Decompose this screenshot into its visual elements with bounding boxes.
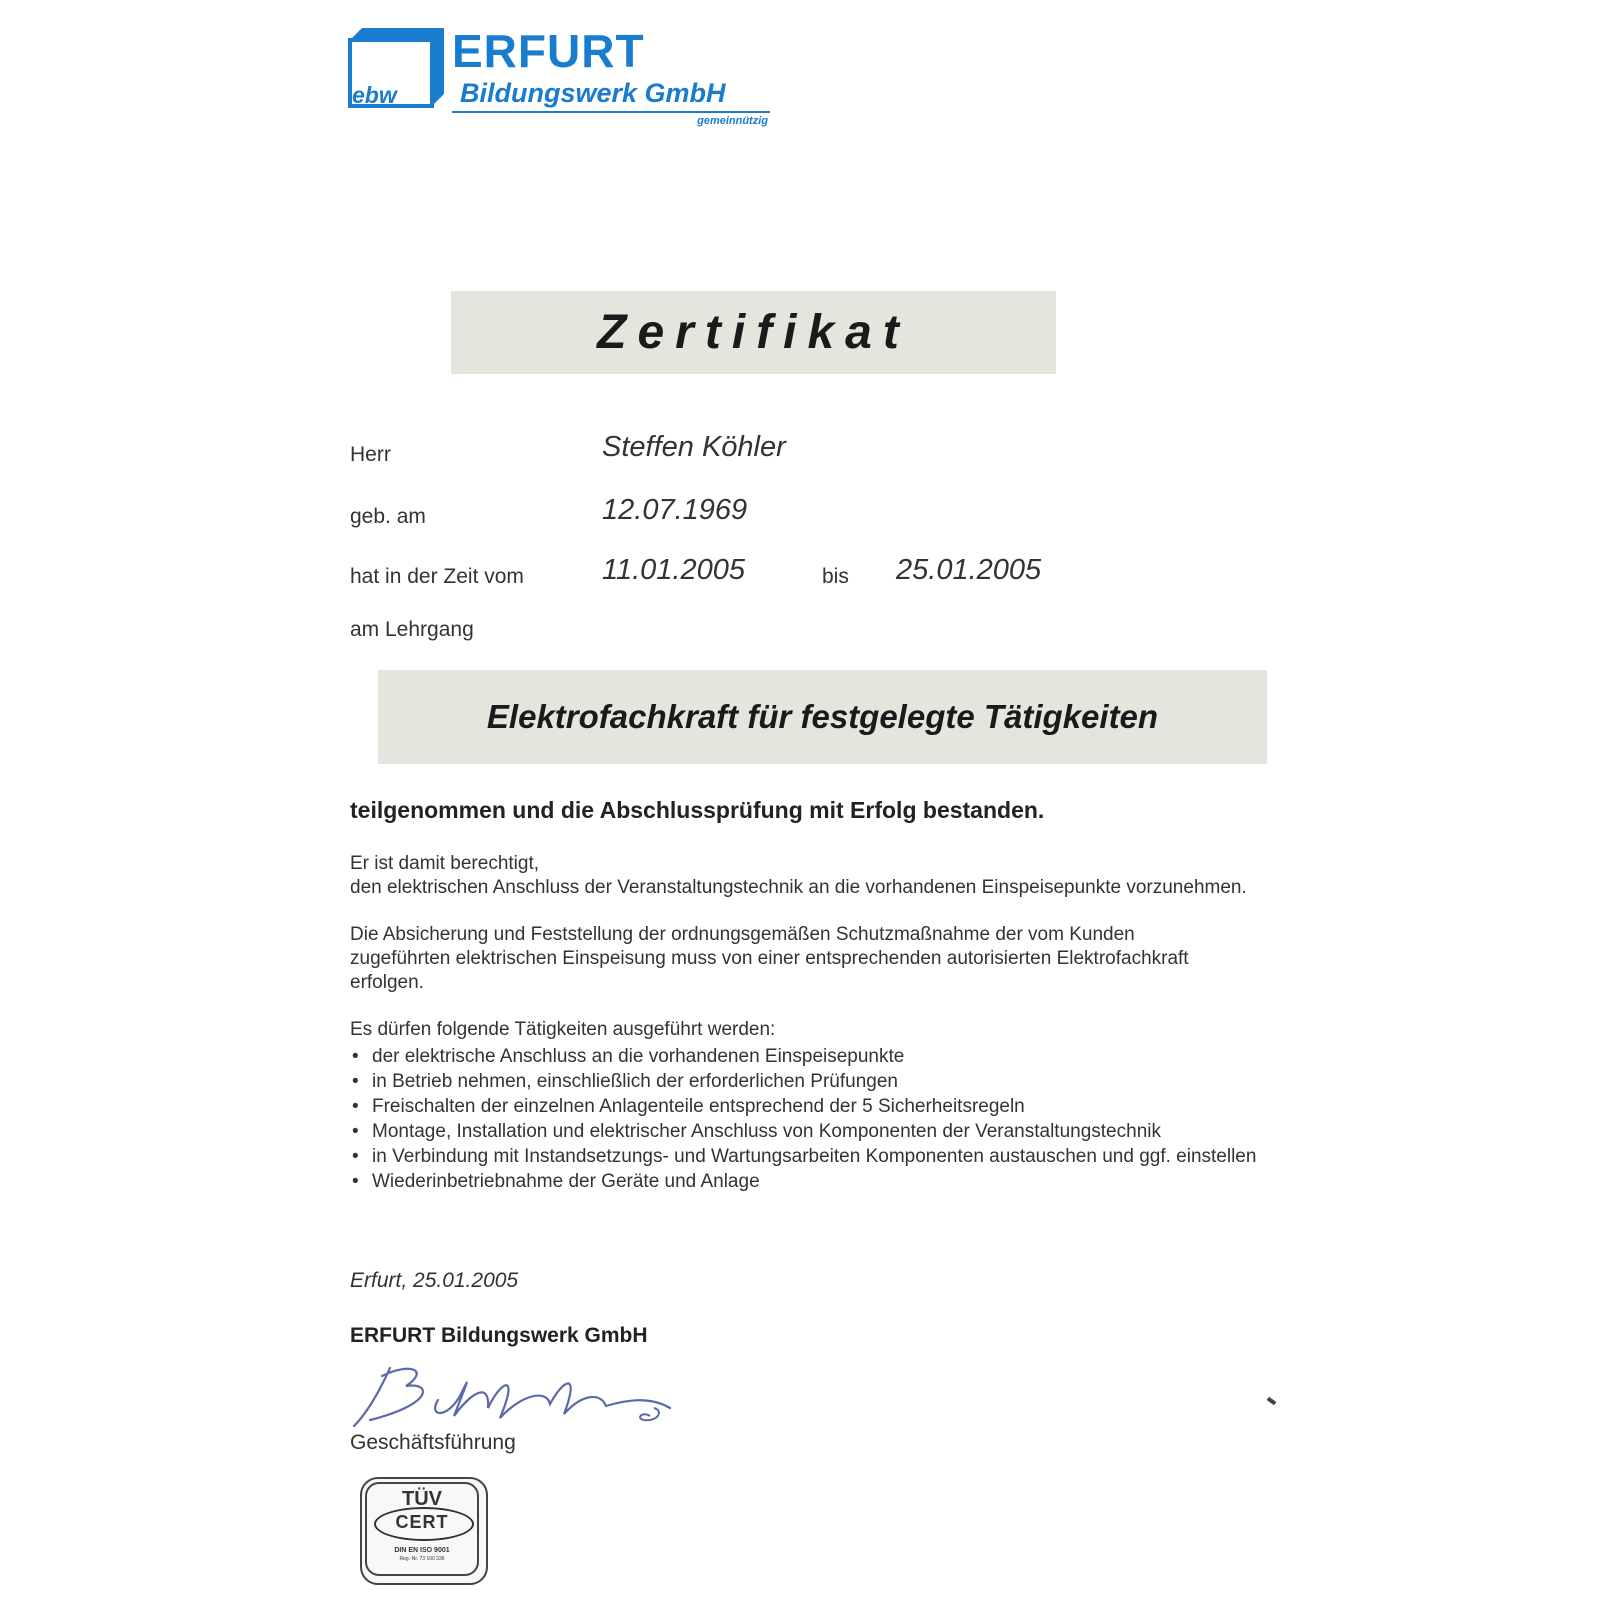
list-item: • in Betrieb nehmen, einschließlich der erforderlichen Prüfungen [350, 1069, 1300, 1094]
activities-intro: Es dürfen folgende Tätigkeiten ausgeführt werden: [350, 1019, 776, 1040]
period-to: 25.01.2005 [896, 554, 1042, 586]
certificate-title: Zertifikat [597, 306, 910, 359]
signatory-role: Geschäftsführung [350, 1431, 516, 1454]
tuv-seal-standard: DIN EN ISO 9001 [394, 1547, 450, 1554]
person-name: Steffen Köhler [602, 431, 786, 463]
list-item: • Montage, Installation und elektrischer Anschluss von Komponenten der Veranstaltungstechnik [350, 1119, 1300, 1144]
tuv-seal-reg: Reg.-Nr. 73 100 336 [399, 1556, 445, 1562]
birth-date: 12.07.1969 [602, 494, 748, 526]
period-label: hat in der Zeit vom [350, 565, 524, 588]
birth-label: geb. am [350, 505, 426, 528]
course-name: Elektrofachkraft für festgelegte Tätigkeiten [486, 698, 1159, 735]
safety-note-line-1: Die Absicherung und Feststellung der ordnungsgemäßen Schutzmaßnahme der vom Kunden [350, 924, 1135, 945]
certificate-title-box [451, 291, 1056, 374]
activities-list [350, 1044, 1300, 1194]
list-item: • der elektrische Anschluss an die vorhandenen Einspeisepunkte [350, 1044, 1300, 1069]
logo-underline [452, 111, 770, 113]
list-item: • Wiederinbetriebnahme der Geräte und Anlage [350, 1169, 1300, 1194]
tuv-seal-top-text: TÜV [402, 1488, 442, 1510]
tuv-cert-seal-icon [360, 1477, 488, 1585]
place-date: Erfurt, 25.01.2005 [350, 1269, 519, 1292]
logo-subtitle: Bildungswerk GmbH [460, 78, 726, 108]
safety-note-line-2: zugeführten elektrischen Einspeisung muss von einer entsprechenden autorisierten Elektrofachkraft [350, 948, 1189, 969]
authorization-line-1: Er ist damit berechtigt, [350, 853, 540, 874]
course-label: am Lehrgang [350, 618, 474, 641]
result-statement: teilgenommen und die Abschlussprüfung mit Erfolg bestanden. [350, 797, 1045, 823]
tuv-seal-cert-text: CERT [395, 1512, 449, 1532]
logo-tagline: gemeinnützig [697, 115, 768, 127]
logo-ebw-text: ebw [352, 82, 397, 108]
company-name: ERFURT Bildungswerk GmbH [350, 1324, 648, 1347]
safety-note-paragraph [350, 923, 1350, 995]
period-from: 11.01.2005 [602, 554, 745, 586]
salutation-label: Herr [350, 443, 391, 466]
list-item: • in Verbindung mit Instandsetzungs- und Wartungsarbeiten Komponenten austauschen und ggf. einstellen [350, 1144, 1272, 1169]
authorization-paragraph [350, 852, 1350, 900]
safety-note-line-3: erfolgen. [350, 972, 424, 993]
list-item: • Freischalten der einzelnen Anlagenteile entsprechend der 5 Sicherheitsregeln [350, 1094, 1300, 1119]
scan-speck [1267, 1397, 1277, 1405]
authorization-line-2: den elektrischen Anschluss der Veranstaltungstechnik an die vorhandenen Einspeisepunkte vorzunehmen. [350, 877, 1247, 898]
signature-icon [350, 1360, 680, 1432]
course-box [378, 670, 1267, 764]
period-to-label: bis [822, 565, 849, 588]
ebw-logo [348, 25, 768, 138]
logo-name: ERFURT [452, 25, 645, 77]
